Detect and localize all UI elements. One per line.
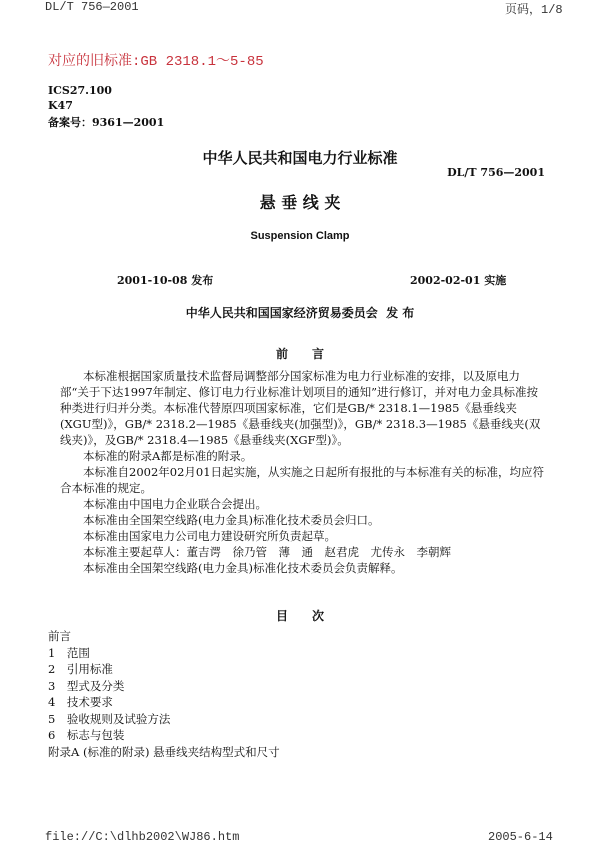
foreword-paragraph: 本标准由全国架空线路(电力金具)标准化技术委员会归口。: [83, 513, 380, 527]
foreword-paragraph: 本标准主要起草人：董吉谔 徐乃管 薄 通 赵君虎 尤传永 李朝辉: [83, 545, 451, 559]
foreword-paragraph: 本标准由全国架空线路(电力金具)标准化技术委员会负责解释。: [83, 561, 403, 575]
effective-date: 2002-02-01 实施: [410, 274, 507, 287]
standard-category: 中华人民共和国电力行业标准: [202, 149, 398, 167]
foreword-paragraph: 本标准的附录A都是标准的附录。: [83, 449, 253, 463]
foreword-paragraph: 本标准由国家电力公司电力建设研究所负责起草。: [83, 529, 336, 543]
toc-heading: 目 次: [275, 609, 324, 623]
foreword-body: [60, 368, 546, 576]
toc-item[interactable]: 4 技术要求: [48, 695, 113, 709]
header-doc-code: DL/T 756—2001: [45, 0, 139, 14]
foreword-paragraph: 本标准自2002年02月01日起实施，从实施之日起所有报批的与本标准有关的标准，均应符合本标准的规定。: [60, 465, 545, 495]
foreword-heading: 前 言: [275, 347, 324, 361]
toc-item[interactable]: 3 型式及分类: [48, 678, 125, 693]
footer-date: 2005-6-14: [488, 830, 553, 844]
toc-item[interactable]: 2 引用标准: [48, 662, 113, 676]
header-page-number: 页码，1/8: [505, 3, 563, 17]
classification-code: K47: [48, 99, 73, 112]
footer-file-path: file://C:\dlhb2002\WJ86.htm: [45, 830, 240, 844]
record-number: 备案号：9361—2001: [48, 116, 165, 129]
document-title: 悬 垂 线 夹: [259, 193, 341, 212]
standard-code: DL/T 756—2001: [447, 166, 545, 179]
old-standard-reference: 对应的旧标准:GB 2318.1～5-85: [48, 54, 264, 70]
foreword-paragraph: 本标准根据国家质量技术监督局调整部分国家标准为电力行业标准的安排，以及原电力部“关于下达1997年制定、修订电力行业标准计划项目的通知”进行修订，并对电力金具标准按种类进行归并分类。本标准代替原四项国家标准，它们是GB/* 2318.1—1985《悬垂线夹 (XGU型)》，GB/* 2318.2—1985《悬垂线夹(加强型)》，GB/* 2318.3—1985《悬垂线夹(双线夹)》，及GB/* 2318.4—1985《悬垂线夹(XGF型)》。: [60, 369, 541, 447]
issuer: 中华人民共和国国家经济贸易委员会 发 布: [185, 306, 415, 320]
toc-item[interactable]: 前言: [48, 629, 71, 643]
toc-item[interactable]: 附录A (标准的附录) 悬垂线夹结构型式和尺寸: [48, 744, 280, 759]
toc-item[interactable]: 6 标志与包装: [48, 728, 125, 742]
table-of-contents: [48, 628, 280, 760]
document-title-english: Suspension Clamp: [250, 230, 350, 242]
ics-code: ICS27.100: [48, 84, 112, 97]
foreword-paragraph: 本标准由中国电力企业联合会提出。: [83, 497, 267, 511]
toc-item[interactable]: 1 范围: [48, 645, 90, 660]
toc-item[interactable]: 5 验收规则及试验方法: [48, 711, 171, 726]
issue-date: 2001-10-08 发布: [117, 274, 214, 287]
